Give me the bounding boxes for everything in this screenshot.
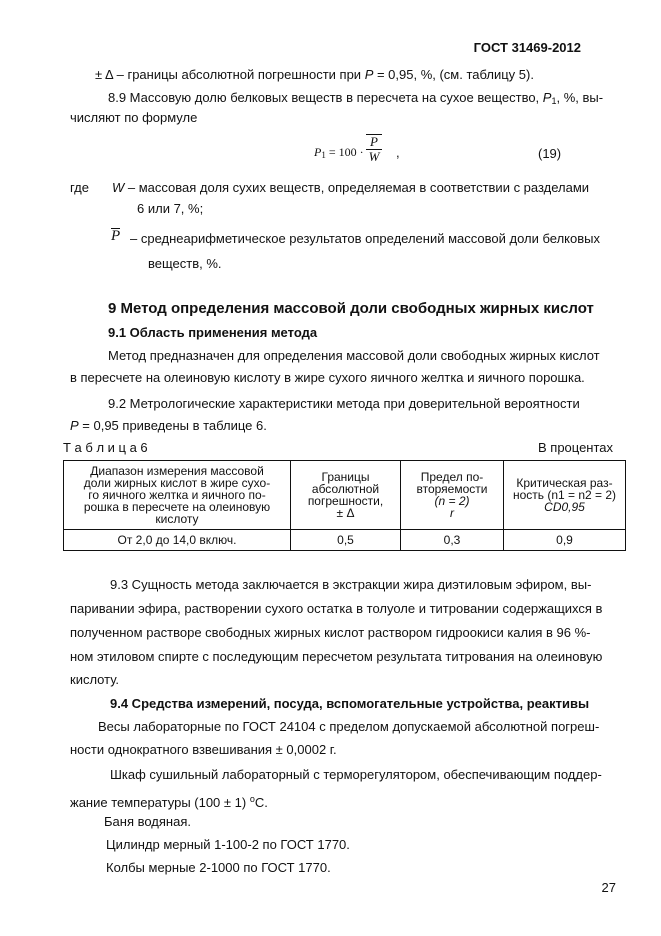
section-9-3-line5: кислоту. — [70, 672, 120, 687]
where-label: где — [70, 180, 89, 195]
formula-comma: , — [396, 145, 400, 160]
header-critical-difference: Критическая раз- ность (n1 = n2 = 2) CD0,95 — [504, 461, 626, 530]
cell-error: 0,5 — [291, 530, 401, 551]
section-9-title: 9 Метод определения массовой доли свободных жирных кислот — [108, 300, 594, 317]
paragraph-8-9-cont: числяют по формуле — [70, 110, 198, 125]
section-9-1-line1: Метод предназначен для определения массовой доли свободных жирных кислот — [108, 348, 600, 363]
flasks: Колбы мерные 2-1000 по ГОСТ 1770. — [106, 860, 331, 875]
definition-w-cont: 6 или 7, %; — [137, 201, 204, 216]
section-9-3-line3: полученном растворе свободных жирных кислот раствором гидроокиси калия в 96 %- — [70, 625, 591, 640]
section-9-4-title: 9.4 Средства измерений, посуда, вспомогательные устройства, реактивы — [110, 696, 590, 711]
water-bath: Баня водяная. — [104, 814, 191, 829]
definition-w: W – массовая доля сухих веществ, определяемая в соответствии с разделами — [112, 180, 590, 195]
p-bar-symbol: P — [111, 228, 121, 244]
section-9-2-line1: 9.2 Метрологические характеристики метода при доверительной вероятности — [108, 396, 580, 411]
section-9-1-line2: в пересчете на олеиновую кислоту в жире сухого яичного желтка и яичного порошка. — [70, 370, 585, 385]
definition-p-cont: веществ, %. — [148, 256, 222, 271]
fraction-denominator: W — [366, 149, 382, 164]
formula-19: $P_1 = 100$ · — [314, 145, 364, 160]
scales-line1: Весы лабораторные по ГОСТ 24104 с пределом допускаемой абсолютной погреш- — [98, 719, 600, 734]
definition-delta: ± Δ – границы абсолютной погрешности при P = 0,95, %, (см. таблицу 5). — [95, 67, 534, 82]
section-9-2-line2: P = 0,95 приведены в таблице 6. — [70, 418, 267, 433]
header-range: Диапазон измерения массовой доли жирных кислот в жире сухо- го яичного желтка и яичного по- рошка в пересчете на олеиновую кислоту — [64, 461, 291, 530]
paragraph-8-9: 8.9 Массовую долю белковых веществ в пересчета на сухое вещество, $P_1$, %, вы- — [108, 90, 604, 106]
cell-range: От 2,0 до 14,0 включ. — [64, 530, 291, 551]
page-number: 27 — [601, 880, 616, 895]
table-6 — [63, 460, 626, 551]
table-header-row — [64, 461, 626, 530]
header-repeatability: Предел по- вторяемости (n = 2) r — [401, 461, 504, 530]
scales-line2: ности однократного взвешивания ± 0,0002 г. — [70, 742, 337, 757]
fraction-numerator: P — [366, 134, 382, 149]
table-6-caption: Т а б л и ц а 6 — [63, 440, 148, 455]
section-9-1-title: 9.1 Область применения метода — [108, 325, 318, 340]
section-9-3-line4: ном этиловом спирте с последующим пересчетом результата титрования на олеиновую — [70, 649, 603, 664]
formula-fraction — [366, 134, 382, 164]
oven-line2: жание температуры (100 ± 1) $^o$С. — [70, 794, 268, 810]
definition-p: – среднеарифметическое результатов определений массовой доли белковых — [130, 231, 600, 246]
formula-number: (19) — [538, 146, 562, 161]
table-6-unit: В процентах — [538, 440, 614, 455]
cell-critical: 0,9 — [504, 530, 626, 551]
table-row — [64, 530, 626, 551]
section-9-3-line2: паривании эфира, растворении сухого остатка в толуоле и титровании содержащихся в — [70, 601, 603, 616]
cylinder: Цилиндр мерный 1-100-2 по ГОСТ 1770. — [106, 837, 350, 852]
cell-repeatability: 0,3 — [401, 530, 504, 551]
standard-header: ГОСТ 31469-2012 — [473, 40, 581, 55]
header-error-bounds: Границы абсолютной погрешности, ± Δ — [291, 461, 401, 530]
section-9-3-line1: 9.3 Сущность метода заключается в экстракции жира диэтиловым эфиром, вы- — [110, 577, 592, 592]
oven-line1: Шкаф сушильный лабораторный с терморегулятором, обеспечивающим поддер- — [110, 767, 602, 782]
